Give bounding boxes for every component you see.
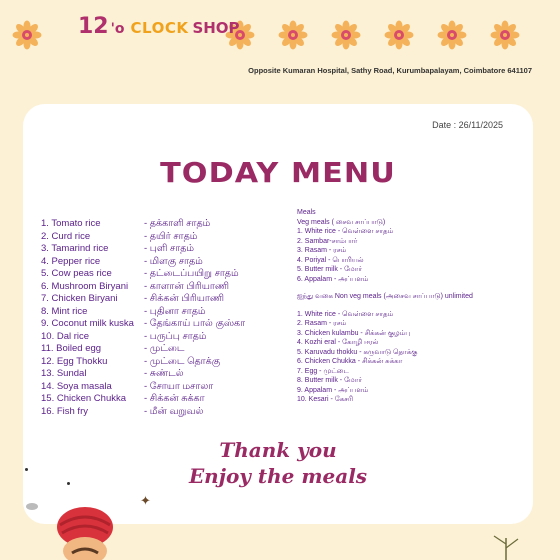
menu-item [41,368,291,381]
meal-item: 3. Rasam - ரசம் [297,247,347,254]
menu-item-english: 2. Curd rice [41,230,91,242]
flower-icon [384,20,414,50]
menu-item [41,281,291,294]
enjoy-text: Enjoy the meals [188,464,368,488]
menu-item-tamil: - முட்டை [144,343,185,354]
meal-item: 10. Kesari - கேசரி [297,396,354,403]
meal-item: 5. Karuvadu thokku - கருவாடு தொக்கு [297,348,418,356]
menu-item [41,406,291,419]
menu-item-tamil: - தட்டைப்பயிறு சாதம் [144,268,239,279]
menu-item [41,331,291,344]
menu-title: TODAY MENU [160,156,396,189]
meal-item: 8. Butter milk - மோர் [297,377,362,384]
menu-item-english: 9. Coconut milk kuska [41,318,134,329]
flower-icon [437,20,467,50]
menu-item-tamil: - காளான் பிரியாணி [144,280,229,292]
menu-item-tamil: - முட்டை தொக்கு [144,355,221,367]
menu-item-english: 6. Mushroom Biryani [41,280,129,292]
meal-item: 4. Poriyal - பொரியல் [297,256,364,264]
menu-item [41,356,291,369]
shop-o: 'o [110,21,125,37]
menu-item-english: 13. Sundal [41,368,87,379]
menu-item-tamil: - புளி சாதம் [144,243,195,254]
shop-number: 12 [78,14,109,39]
veg-heading: Veg meals ( சைவ சாப்பாடு) [297,218,386,226]
menu-item-tamil: - புதினா சாதம் [144,305,206,317]
star-icon: ✦ [140,493,151,508]
meal-item: 2. Sambar-சாம்பார் [297,237,358,245]
menu-item-english: 14. Soya masala [41,380,112,392]
menu-list [41,218,291,418]
meal-item: 9. Appalam - அப்பளம் [297,386,369,394]
shop-word: CLOCK [130,19,189,37]
meal-item: 6. Chicken Chukka - சிக்கன் சுக்கா [297,358,403,365]
menu-item-english: 1. Tomato rice [41,218,101,229]
menu-item-tamil: - பருப்பு சாதம் [144,330,207,342]
menu-item [41,306,291,319]
menu-item [41,218,291,231]
menu-item [41,318,291,331]
menu-item-tamil: - தயிர் சாதம் [144,230,198,242]
menu-item [41,293,291,306]
shop-logo [78,14,240,46]
nonveg-heading: ஐந்து வகை Non veg meals (அசைவ சாப்பாடு) unlimited [297,293,473,300]
flower-icon [278,20,308,50]
menu-item-tamil: - சோயா மசாலா [144,380,214,392]
menu-card [23,104,533,524]
menu-item-tamil: - சிக்கன் பிரியாணி [144,293,224,304]
meal-item: 6. Appalam - அப்பளம் [297,275,369,283]
menu-item [41,231,291,244]
menu-item-english: 12. Egg Thokku [41,355,108,367]
menu-item-english: 11. Boiled egg [41,343,102,354]
meals-title: Meals [297,209,316,216]
menu-item-tamil: - சிக்கன் சுக்கா [144,393,205,404]
flower-icon [490,20,520,50]
shop-address: Opposite Kumaran Hospital, Sathy Road, Kurumbapalayam, Coimbatore 641107 [248,66,532,75]
menu-item-tamil: - சுண்டல் [144,368,184,379]
veg-list [297,227,527,284]
leaf-icon [486,530,526,560]
menu-item-english: 8. Mint rice [41,305,88,317]
menu-item [41,243,291,256]
meal-item: 2. Rasam - ரசம் [297,320,347,327]
menu-item-tamil: - தக்காளி சாதம் [144,218,211,229]
menu-item-tamil: - மீன் வறுவல் [144,405,204,417]
menu-item [41,256,291,269]
flower-icon [331,20,361,50]
menu-item-english: 3. Tamarind rice [41,243,109,254]
menu-item-english: 4. Pepper rice [41,255,101,267]
menu-item-english: 7. Chicken Biryani [41,293,118,304]
menu-date: Date : 26/11/2025 [432,120,503,130]
meal-item: 5. Butter milk - மோர் [297,266,362,273]
meal-item: 1. White rice - வெள்ளை சாதம் [297,310,394,318]
chef-icon [50,505,120,560]
menu-item-english: 5. Cow peas rice [41,268,112,279]
menu-item [41,268,291,281]
thank-you-text: Thank you [219,438,337,462]
meals-section [297,208,527,405]
meal-item: 7. Egg - முட்டை [297,367,349,375]
shop-word2: SHOP [192,19,240,37]
menu-item [41,381,291,394]
meal-item: 1. White rice - வெள்ளை சாதம் [297,228,394,235]
meal-item: 3. Chicken kulambu - சிக்கன் குழம்பு [297,329,411,337]
menu-item-english: 15. Chicken Chukka [41,393,127,404]
menu-item [41,393,291,406]
decor-dot [67,482,70,485]
nonveg-list [297,310,527,405]
menu-item-tamil: - மிளகு சாதம் [144,255,203,267]
menu-item [41,343,291,356]
flower-icon [12,20,42,50]
menu-item-english: 16. Fish fry [41,405,88,417]
pebble-decoration [26,503,38,510]
meal-item: 4. Kozhi eral - கோழி ஈரல் [297,339,379,346]
menu-item-english: 10. Dal rice [41,330,90,342]
decor-dot [25,468,28,471]
menu-item-tamil: - தேங்காய் பால் குஸ்கா [144,318,246,329]
